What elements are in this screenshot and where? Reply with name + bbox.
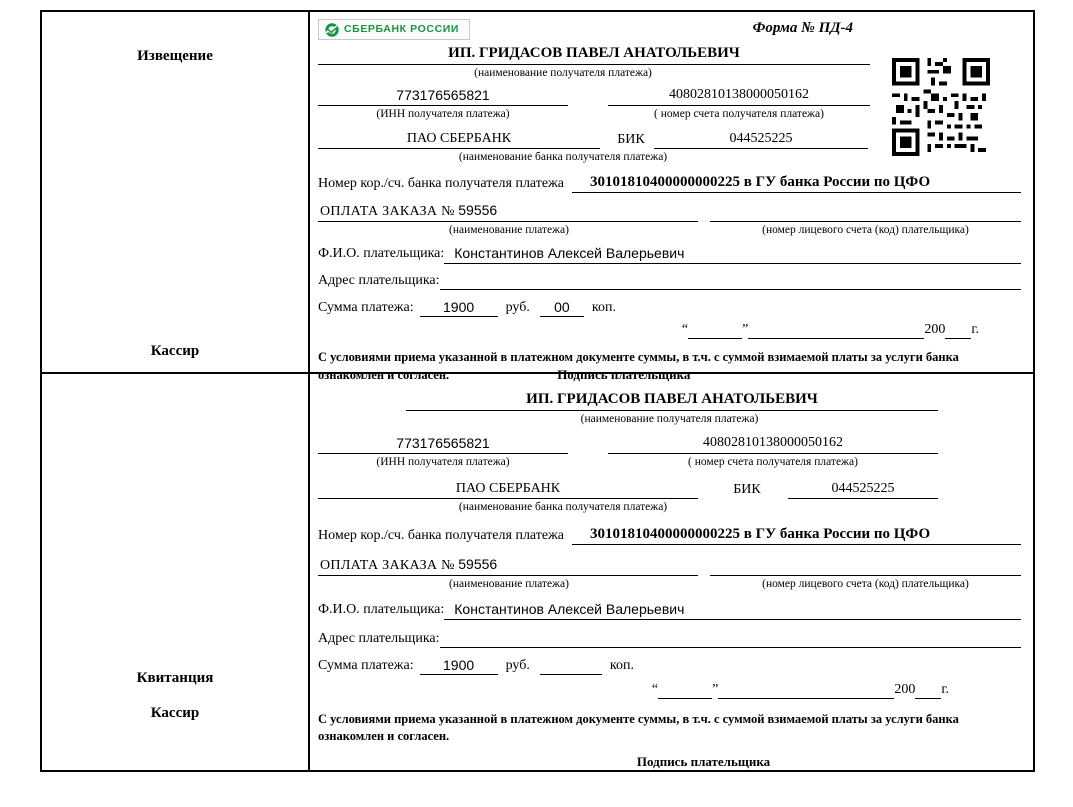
- pd4-form: [40, 10, 1035, 772]
- quote-close: ”: [712, 681, 719, 697]
- sum-kop-value: 00: [540, 298, 584, 317]
- receipt-label: Квитанция: [136, 670, 214, 687]
- payer-name-label: Ф.И.О. плательщика:: [318, 602, 445, 618]
- day-field: [688, 321, 742, 339]
- sberbank-logo: [318, 19, 470, 40]
- payment-purpose-label: ОПЛАТА ЗАКАЗА №: [320, 558, 455, 574]
- payer-address-label: Адрес плательщика:: [318, 630, 440, 646]
- signature-label: Подпись плательщика: [557, 366, 691, 382]
- payer-name-value: Константинов Алексей Валерьевич: [444, 600, 1021, 619]
- signature-label: Подпись плательщика: [636, 753, 771, 769]
- payment-purpose-field: [318, 201, 698, 222]
- terms-line1: С условиями приема указанной в платежном документе суммы, в т.ч. с суммой взимаемой платы за услуги банка: [318, 350, 959, 365]
- rub-label: руб.: [505, 299, 530, 315]
- terms-text: [318, 711, 1021, 770]
- payer-address-value: [440, 630, 1021, 648]
- bank-caption: (наименование банка получателя платежа): [458, 150, 668, 163]
- payment-caption: (наименование платежа): [449, 578, 569, 591]
- year-suffix: г.: [971, 321, 979, 337]
- account-caption: ( номер счета получателя платежа): [688, 455, 858, 468]
- notice-stub: [42, 12, 310, 372]
- payer-name-value: Константинов Алексей Валерьевич: [444, 244, 1021, 263]
- year-suffix: г.: [941, 681, 949, 697]
- month-field: [748, 321, 924, 339]
- inn-caption: (ИНН получателя платежа): [376, 455, 510, 468]
- quote-open: “: [681, 321, 689, 337]
- payer-address-label: Адрес плательщика:: [318, 272, 440, 288]
- payment-purpose-label: ОПЛАТА ЗАКАЗА №: [320, 204, 455, 220]
- sberbank-logo-icon: [325, 23, 339, 37]
- sum-kop-value: [540, 657, 602, 675]
- account-value: 40802810138000050162: [608, 86, 870, 105]
- recipient-name: ИП. ГРИДАСОВ ПАВЕЛ АНАТОЛЬЕВИЧ: [406, 390, 938, 411]
- corr-account-value: 30101810400000000225 в ГУ банка России по ЦФО: [572, 525, 1021, 546]
- year-prefix: 200: [894, 681, 916, 697]
- payment-caption: (наименование платежа): [449, 224, 569, 237]
- notice-section: [42, 12, 1033, 382]
- notice-label: Извещение: [137, 48, 213, 64]
- date-row: [318, 681, 1021, 699]
- qr-code: [889, 58, 993, 156]
- year-field: [945, 321, 971, 339]
- payer-code-field: [710, 204, 1021, 222]
- recipient-name: ИП. ГРИДАСОВ ПАВЕЛ АНАТОЛЬЕВИЧ: [318, 44, 870, 65]
- year-prefix: 200: [924, 321, 946, 337]
- payer-code-caption: (номер лицевого счета (код) плательщика): [762, 578, 969, 591]
- sum-label: Сумма платежа:: [318, 299, 414, 315]
- bank-name-value: ПАО СБЕРБАНК: [318, 480, 698, 499]
- quote-close: ”: [742, 321, 749, 337]
- notice-form: [310, 12, 1033, 382]
- recipient-caption: (наименование получателя платежа): [474, 66, 652, 79]
- payer-code-field: [710, 558, 1021, 576]
- terms-line1: С условиями приема указанной в платежном документе суммы, в т.ч. с суммой взимаемой платы за услуги банка: [318, 712, 959, 727]
- sum-label: Сумма платежа:: [318, 657, 414, 673]
- day-field: [658, 681, 712, 699]
- inn-caption: (ИНН получателя платежа): [376, 107, 510, 120]
- bik-label: БИК: [733, 481, 761, 497]
- corr-account-value: 30101810400000000225 в ГУ банка России по ЦФО: [572, 173, 1021, 194]
- payer-name-label: Ф.И.О. плательщика:: [318, 246, 445, 262]
- corr-account-label: Номер кор./сч. банка получателя платежа: [318, 176, 564, 191]
- bik-value: 044525225: [654, 130, 868, 149]
- recipient-caption: (наименование получателя платежа): [580, 412, 759, 425]
- header-row: [318, 19, 1021, 43]
- bik-label: БИК: [617, 131, 645, 147]
- sberbank-logo-text: СБЕРБАНК РОССИИ: [344, 22, 460, 35]
- qr-code-image: [889, 58, 993, 156]
- cashier-label: Кассир: [150, 343, 200, 359]
- rub-label: руб.: [505, 657, 530, 673]
- cashier-label: Кассир: [150, 705, 200, 722]
- order-number: 59556: [458, 202, 498, 219]
- terms-line2: ознакомлен и согласен.: [318, 367, 450, 382]
- payer-code-caption: (номер лицевого счета (код) плательщика): [762, 224, 969, 237]
- bank-name-value: ПАО СБЕРБАНК: [318, 130, 600, 149]
- month-field: [718, 681, 894, 699]
- payment-purpose-field: [318, 555, 698, 576]
- sum-rub-value: 1900: [420, 656, 498, 675]
- inn-value: 773176565821: [318, 86, 568, 105]
- date-row: [318, 321, 1021, 339]
- terms-line2: ознакомлен и согласен.: [318, 728, 450, 743]
- corr-account-label: Номер кор./сч. банка получателя платежа: [318, 528, 564, 543]
- account-caption: ( номер счета получателя платежа): [654, 107, 824, 120]
- form-number: Форма № ПД-4: [752, 20, 853, 36]
- receipt-section: [42, 374, 1033, 770]
- payer-address-value: [440, 272, 1021, 290]
- sum-rub-value: 1900: [420, 298, 498, 317]
- receipt-stub: [42, 374, 310, 770]
- kop-label: коп.: [591, 299, 616, 315]
- account-value: 40802810138000050162: [608, 434, 938, 453]
- receipt-form: [310, 374, 1033, 770]
- bank-caption: (наименование банка получателя платежа): [458, 500, 668, 513]
- inn-value: 773176565821: [318, 434, 568, 453]
- year-field: [915, 681, 941, 699]
- bik-value: 044525225: [788, 480, 938, 499]
- order-number: 59556: [458, 556, 498, 573]
- quote-open: “: [651, 681, 659, 697]
- kop-label: коп.: [609, 657, 634, 673]
